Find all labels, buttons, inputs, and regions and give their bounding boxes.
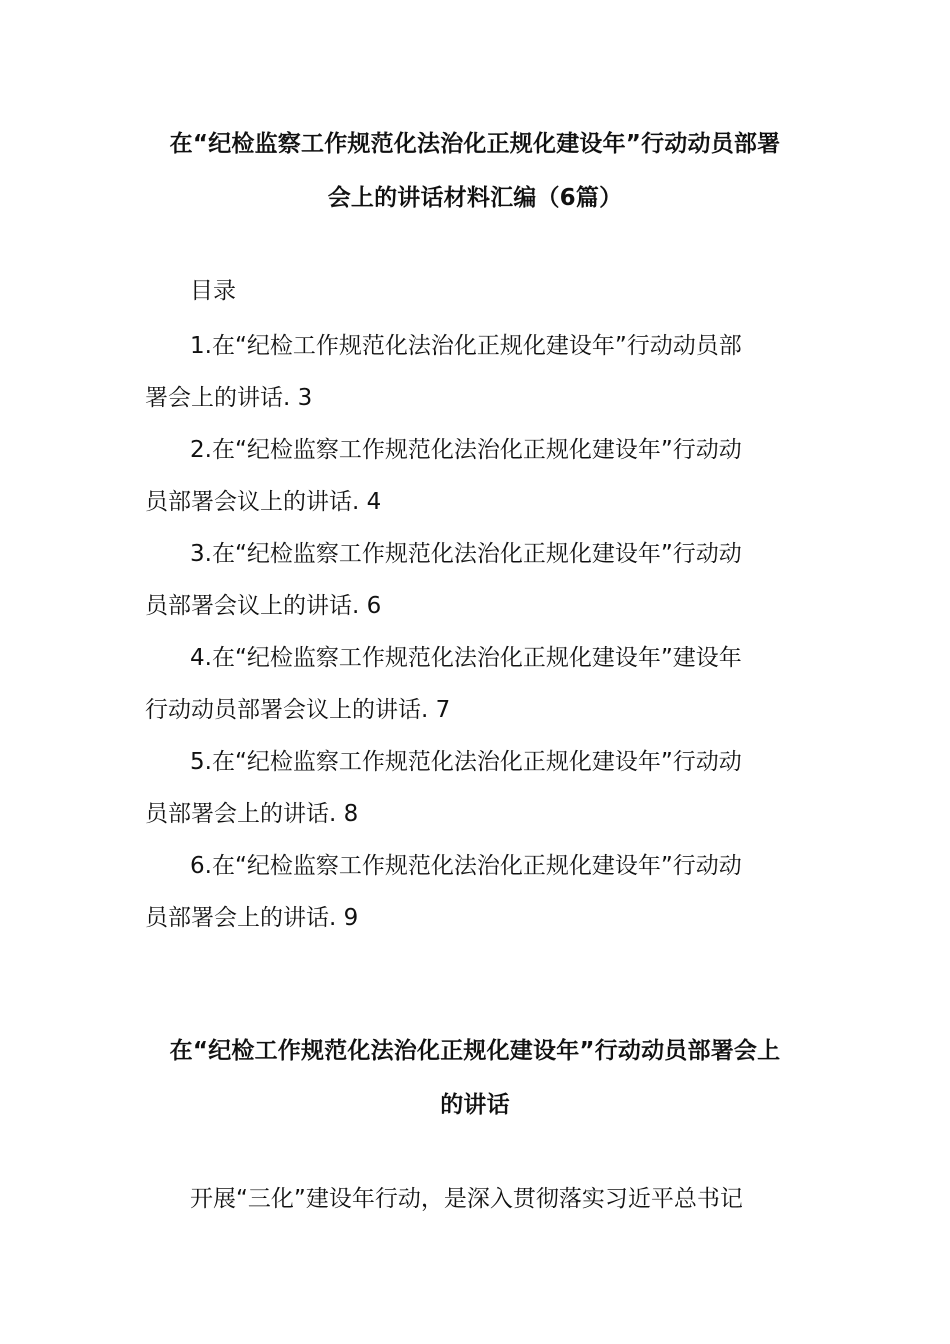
toc-item-line-2: 行动动员部署会议上的讲话. 7: [145, 697, 451, 723]
toc-item-line-1: 4.在“纪检监察工作规范化法治化正规化建设年”建设年: [190, 645, 742, 671]
toc-item-line-1: 5.在“纪检监察工作规范化法治化正规化建设年”行动动: [190, 749, 742, 775]
document-title-line-2: 会上的讲话材料汇编（6篇）: [327, 185, 623, 211]
toc-item[interactable]: [145, 736, 805, 840]
toc-item-line-1: 2.在“纪检监察工作规范化法治化正规化建设年”行动动: [190, 437, 742, 463]
toc-heading: 目录: [190, 278, 236, 304]
toc-item-line-2: 员部署会议上的讲话. 6: [145, 593, 382, 619]
toc-item-line-1: 3.在“纪检监察工作规范化法治化正规化建设年”行动动: [190, 541, 742, 567]
toc-item-line-2: 署会上的讲话. 3: [145, 385, 313, 411]
toc-item-line-2: 员部署会上的讲话. 8: [145, 801, 359, 827]
body-paragraph: 开展“三化”建设年行动，是深入贯彻落实习近平总书记: [190, 1186, 743, 1212]
toc-item-line-1: 6.在“纪检监察工作规范化法治化正规化建设年”行动动: [190, 853, 742, 879]
toc-item[interactable]: [145, 320, 805, 424]
toc-item-line-1: 1.在“纪检工作规范化法治化正规化建设年”行动动员部: [190, 333, 742, 359]
toc-item[interactable]: [145, 840, 805, 944]
toc-item[interactable]: [145, 528, 805, 632]
document-title-line-1: 在“纪检监察工作规范化法治化正规化建设年”行动动员部署: [169, 131, 781, 157]
document-title: [145, 117, 805, 225]
toc-item-line-2: 员部署会议上的讲话. 4: [145, 489, 382, 515]
section-title-line-2: 的讲话: [440, 1092, 510, 1118]
toc-item-line-2: 员部署会上的讲话. 9: [145, 905, 359, 931]
table-of-contents: [145, 320, 805, 944]
section-title-line-1: 在“纪检工作规范化法治化正规化建设年”行动动员部署会上: [169, 1038, 781, 1064]
toc-item[interactable]: [145, 632, 805, 736]
toc-item[interactable]: [145, 424, 805, 528]
section-title: [145, 1024, 805, 1132]
